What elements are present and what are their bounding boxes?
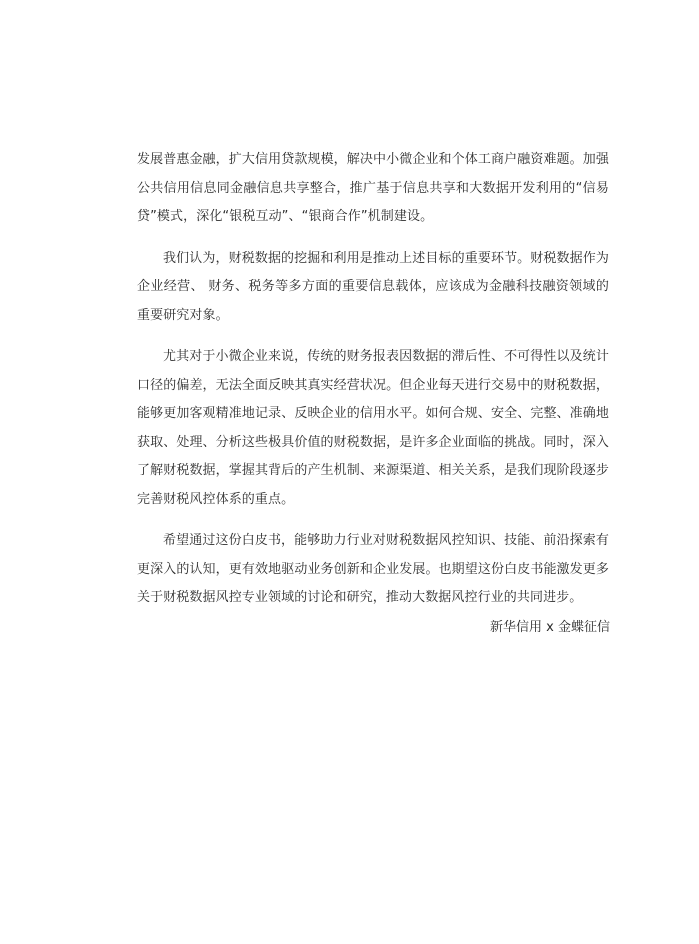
paragraph-1: 发展普惠金融，扩大信用贷款规模，解决中小微企业和个体工商户融资难题。加强公共信用信息同金融信息共享整合，推广基于信息共享和大数据开发利用的“信易贷”模式，深化“银税互动”、“银商合作”机制建设。	[137, 152, 609, 224]
paragraph-3: 尤其对于小微企业来说，传统的财务报表因数据的滞后性、不可得性以及统计口径的偏差，无法全面反映其真实经营状况。但企业每天进行交易中的财税数据，能够更加客观精准地记录、反映企业的信用水平。如何合规、安全、完整、准确地获取、处理、分析这些极具价值的财税数据，是许多企业面临的挑战。同时，深入了解财税数据，掌握其背后的产生机制、来源渠道、相关关系，是我们现阶段逐步完善财税风控体系的重点。	[137, 349, 609, 507]
paragraph-2: 我们认为，财税数据的挖掘和利用是推动上述目标的重要环节。财税数据作为企业经营、 财务、税务等多方面的重要信息载体，应该成为金融科技融资领域的重要研究对象。	[137, 250, 609, 323]
document-body	[137, 146, 609, 626]
signature: 新华信用 x 金蝶征信	[490, 620, 610, 635]
paragraph-4: 希望通过这份白皮书，能够助力行业对财税数据风控知识、技能、前沿探索有更深入的认知，更有效地驱动业务创新和企业发展。也期望这份白皮书能激发更多关于财税数据风控专业领域的讨论和研究，推动大数据风控行业的共同进步。	[137, 533, 609, 605]
